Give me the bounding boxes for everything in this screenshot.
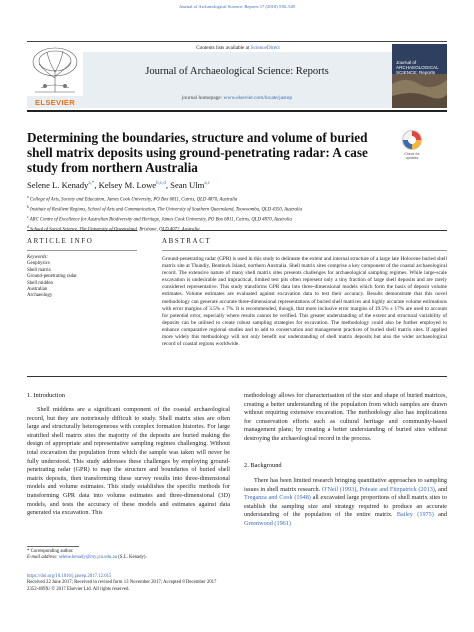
doi-link[interactable]: https://doi.org/10.1016/j.jasrep.2017.12.015 [27,574,112,579]
homepage-link[interactable]: www.elsevier.com/locate/jasrep [223,95,293,101]
journal-name: Journal of Archaeological Science: Reports [145,66,329,77]
article-info-sub-rule [27,250,137,251]
abstract-heading: ABSTRACT [162,237,212,245]
contents-prefix: Contents lists available at [196,45,251,51]
affiliation-item: $^b$ Institute of Resilient Regions, School of Arts and Communication, The University of Southern Queensland, Toowoomba, QLD 4350, Australia [27,205,302,213]
check-for-updates-icon[interactable] [401,129,423,153]
affiliation-item: $^d$ Brisbane, [27,225,158,233]
background-heading: 2. Background [244,462,282,469]
keyword-item: Australian [27,287,48,293]
affiliation-list [27,194,447,234]
header-bottom-rule [27,110,447,112]
journal-citation[interactable]: Journal of Archaeological Science: Reports 17 (2018) 538–549 [179,4,295,9]
affiliation-item: $^a$ College of Arts, Society and Education, James Cook University, PO Box 6811, Cairns, QLD 4870, Australia [27,195,238,203]
reference-link[interactable]: Greenwood (1961) [244,519,291,527]
article-dates: Received 22 June 2017; Received in revised form 13 November 2017; Accepted 8 December 2017 [27,580,217,586]
elsevier-tree-logo-icon [27,42,83,104]
author-affiliation-marker: a,c [204,181,211,187]
sciencedirect-link[interactable]: ScienceDirect [250,45,280,51]
introduction-text: Shell middens are a significant component of the coastal archaeological record, but they are notoriously difficult to study. Shell matrix sites are often large and structurally heterogeneous with complex formation histories. For large stratified shell matrix sites the majority of the deposits are buried making the design of appropriate and representative sampling regimes challenging. Without total excavation the population from which the sample was taken will never be fully understood. This study addresses these challenges by employing ground-penetrating radar (GPR) to map the structure and boundaries of buried shell matrix deposits, then transforming these survey results into three-dimensional models and volume estimates. This study establishes the specific methods for transforming GPR data into volume estimates and three-dimensional (3D) models, and tests the accuracy of these models and estimates against data generated via excavation. This [27,406,230,517]
introduction-continued-text: methodology allows for characterisation of the size and shape of buried matrices, creating a better understanding of the population from which samples are drawn without requiring extensive excavation. The methodology also has implications for conservation efforts such as cultural heritage and community-based management plans; by creating a better understanding of buried sites without destroying the archaeological record in the process. [244,392,447,442]
introduction-heading: 1. Introduction [27,392,65,399]
keyword-item: Archaeology [27,293,53,299]
abstract-top-rule [162,230,447,231]
abstract-text: Ground-penetrating radar (GPR) is used in this study to delineate the extent and internal structure of a large late Holocene buried shell matrix site at Thundiy, Bentinck Island, northern Australia. Shell matrix sites comprise a key component of the coastal archaeological record. The extensive nature of many shell matrix sites presents challenges for archaeological sampling regimes. While large-scale excavation is undesirable and impractical, limited test pits often represent only a tiny fraction of large shell deposits and are rarely considered representative. This study transforms GPR data into three-dimensional models which form the basis of deposit volume estimates. Volume estimates are evaluated against excavation data to test their accuracy. Results demonstrate that this novel methodology can generate accurate three-dimensional representations of buried shell matrices and highly accurate volume estimations with error margins of 3.5% ± 7%. It is recommended, though, that more inclusive error margins of 19.5% ± 17% are used to account for potential error, especially where results cannot be verified. This greater understanding of the extent and structural variability of deposits can be utilised to create robust sampling strategies for excavation. The methodology could also be further employed to enhance comparative regional studies and to add to conservation and management practices of buried shell matrix sites. If applied more widely this methodology will not only benefit our understanding of shell matrix deposits but also the wider archaeological record of coastal regions worldwide. [162,256,447,348]
keyword-item: Geophysics [27,261,50,267]
keyword-list [27,255,137,300]
author-affiliation-marker: b,c,d [156,181,166,187]
background-text: There has been limited research bringing quantitative approaches to sampling issues in shell matrix research. O'Neil (1993), Poteate and Fitzpatrick (2013), and Treganza and Cook (1948) all excavated large proportions of shell matrix sites to establish the sampling size and strategy required to produce an accurate understanding of the population of the entire matrix. Bailey (1975) and Greenwood (1961) [244,477,448,527]
keywords-label: Keywords: [27,255,49,260]
abstract-bottom-rule [27,376,447,377]
reference-link[interactable]: O'Neil (1993) [321,485,357,493]
copyright-line: 2352-409X/ © 2017 Elsevier Ltd. All rights reserved. [27,586,130,592]
cover-title: Journal of ARCHAEOLOGICAL SCIENCE: Reports [396,60,439,76]
keyword-item: Shell matrix [27,267,52,273]
email-link[interactable]: selene.kenady@my.jcu.edu.au [58,555,117,561]
article-title: Determining the boundaries, structure and volume of buried shell matrix deposits using ground-penetrating radar: A case study from northern Australia [27,130,368,175]
keyword-item: Ground-penetrating radar [27,274,77,280]
header-top-rule [27,41,447,42]
journal-homepage-line [108,95,366,101]
contents-available-line [130,45,346,51]
homepage-prefix: journal homepage: [181,95,224,101]
article-info-top-rule [27,230,137,231]
reference-link[interactable]: Treganza and Cook (1948) [244,494,311,502]
affiliation-item: $^c$ ARC Centre of Excellence for Australian Biodiversity and Heritage, James Cook University, PO Box 6811, Cairns, QLD 4870, Australia [27,215,292,223]
journal-cover-image[interactable] [392,44,447,108]
author-name[interactable]: Kelsey M. Lowe [98,180,157,190]
footnote-rule [27,546,79,547]
check-for-updates-label: Check for updates [404,152,420,161]
author-affiliation-marker: a,* [88,181,95,187]
article-info-heading: ARTICLE INFO [27,237,94,245]
doi-block [27,574,447,593]
journal-cover-art-icon [392,44,447,108]
corresponding-author-footnote: * Corresponding author. E-mail address: selene.kenady@my.jcu.edu.au (S.L. Kenady). [27,549,147,561]
keyword-item: Shell midden [27,280,53,286]
reference-link[interactable]: Poteate and Fitzpatrick (2013) [359,485,435,493]
author-name[interactable]: Selene L. Kenady [27,180,89,190]
publisher-logo-text: ELSEVIER [35,98,75,107]
author-list: Selene L. Kenady$^{a,*}$, Kelsey M. Lowe$^{b,c,d}$, Sean Ulm$^{a,c}$ [27,180,211,190]
author-name[interactable]: Sean Ulm [170,180,205,190]
abstract-sub-rule [162,250,447,251]
reference-link[interactable]: Bailey (1975) [396,511,434,519]
